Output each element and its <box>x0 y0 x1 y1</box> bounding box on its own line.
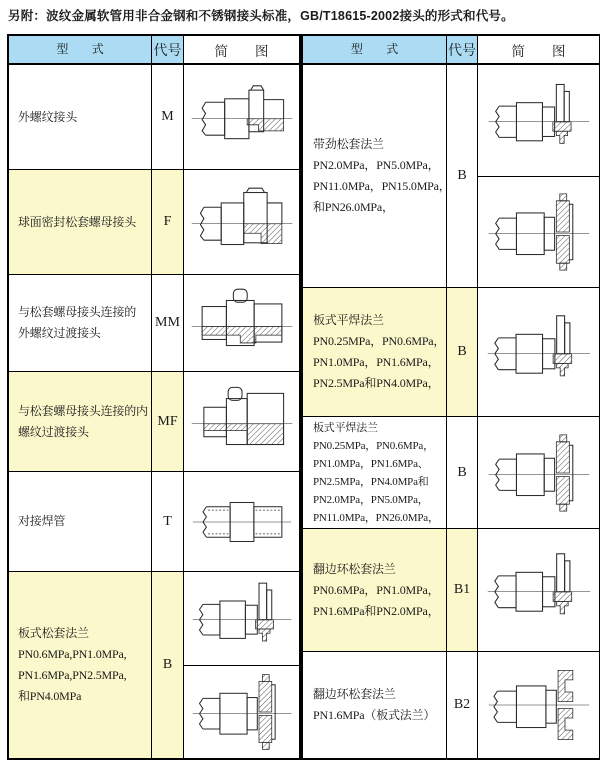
type-cell <box>303 288 447 416</box>
male-thread-transition-joint-diagram <box>190 283 294 363</box>
header-code: 代号 <box>152 36 184 63</box>
type-line: 外螺纹过渡接头 <box>18 326 101 340</box>
type-line: PN2.0MPa，PN5.0MPa， <box>313 158 440 172</box>
diagram-cell <box>184 472 299 571</box>
diagram-cell <box>478 652 599 758</box>
type-line: 外螺纹接头 <box>18 109 78 124</box>
type-line: PN1.6MPa,PN2.5MPa, <box>18 668 127 682</box>
standards-table-right <box>301 34 600 760</box>
type-line: 螺纹过渡接头 <box>18 424 89 439</box>
table-row <box>303 417 599 529</box>
diagram-cell <box>184 65 299 169</box>
type-line: 翻边环松套法兰 <box>313 687 396 701</box>
type-cell <box>303 652 447 758</box>
type-line: 带劲松套法兰 <box>313 137 384 151</box>
code-cell: B <box>447 417 478 528</box>
code-cell: B <box>447 288 478 416</box>
diagram-cell <box>478 417 599 528</box>
type-line: 翻边环松套法兰 <box>313 561 396 576</box>
type-cell <box>9 275 152 371</box>
type-line: 和PN26.0MPa， <box>313 200 394 214</box>
table-header-row <box>303 36 599 65</box>
type-line: PN0.6MPa，PN1.0MPa， <box>313 582 440 597</box>
header-diagram: 简 图 <box>184 36 299 63</box>
table-header-row <box>9 36 299 65</box>
type-line: PN1.0MPa，PN1.6MPa、 <box>313 457 429 470</box>
type-line: 板式平焊法兰 <box>313 313 384 327</box>
flanged-collar-loose-flange-diagram <box>486 543 592 637</box>
plate-loose-flange-diagram-bottom <box>191 671 293 753</box>
code-cell: M <box>152 65 184 169</box>
type-line: PN2.5MPa和PN4.0MPa， <box>313 376 440 390</box>
diagram-cell <box>184 275 299 371</box>
type-line: PN1.0MPa，PN1.6MPa， <box>313 355 440 369</box>
type-line: 对接焊管 <box>18 514 66 528</box>
diagram-cell <box>184 170 299 274</box>
type-line: PN0.25MPa，PN0.6MPa， <box>313 334 446 348</box>
butt-weld-pipe-diagram <box>190 483 294 561</box>
type-cell <box>9 572 152 758</box>
type-cell <box>9 170 152 274</box>
type-line: PN0.6MPa,PN1.0MPa, <box>18 647 127 661</box>
diagram-cell <box>478 288 599 416</box>
plate-flat-weld-flange-diagram <box>486 304 592 400</box>
type-line: 球面密封松套螺母接头 <box>18 214 137 229</box>
code-cell: B <box>447 65 478 287</box>
table-row <box>303 65 599 288</box>
table-row <box>9 572 299 758</box>
diagram-cell <box>184 372 299 471</box>
spherical-seal-loose-nut-joint-diagram <box>190 181 294 263</box>
type-cell <box>9 372 152 471</box>
type-line: 与松套螺母接头连接的内 <box>18 403 148 418</box>
type-cell <box>9 472 152 571</box>
type-line: PN1.6MPa（板式法兰） <box>313 708 436 722</box>
necked-loose-flange-diagram-top <box>487 74 591 166</box>
table-row <box>9 472 299 572</box>
table-row <box>303 529 599 652</box>
type-cell <box>9 65 152 169</box>
diagram-cell <box>478 529 599 651</box>
table-row <box>303 288 599 417</box>
type-line: 与松套螺母接头连接的 <box>18 305 137 319</box>
header-type: 型 式 <box>303 36 447 63</box>
type-line: 和PN4.0MPa <box>18 689 82 703</box>
header-diagram: 简 图 <box>478 36 599 63</box>
type-line: 板式松套法兰 <box>18 626 89 640</box>
table-row <box>9 372 299 472</box>
female-thread-transition-joint-diagram <box>190 381 294 463</box>
code-cell: MF <box>152 372 184 471</box>
code-cell: MM <box>152 275 184 371</box>
necked-loose-flange-diagram-bottom <box>487 184 591 280</box>
standards-table-left <box>7 34 301 760</box>
type-line: PN1.6MPa和PN2.0MPa， <box>313 603 440 618</box>
type-cell <box>303 65 451 287</box>
type-line: PN11.0MPa，PN26.0MPa， <box>313 511 439 524</box>
code-cell: B2 <box>447 652 478 758</box>
table-row <box>9 170 299 275</box>
type-line: PN0.25MPa，PN0.6MPa， <box>313 439 434 452</box>
type-cell <box>303 417 447 528</box>
code-cell: T <box>152 472 184 571</box>
type-line: 板式平焊法兰 <box>313 421 378 434</box>
table-row <box>9 65 299 170</box>
diagram-cell <box>184 572 299 758</box>
type-line: PN2.5MPa，PN4.0MPa和 <box>313 475 429 488</box>
plate-loose-flange-diagram-top <box>191 578 293 658</box>
code-cell: B <box>152 572 184 758</box>
code-cell: B1 <box>447 529 478 651</box>
header-type: 型 式 <box>9 36 152 63</box>
diagram-cell <box>478 65 599 287</box>
type-line: PN2.0MPa，PN5.0MPa， <box>313 493 429 506</box>
plate-flat-weld-flange-section-diagram <box>487 425 591 521</box>
page-title: 另附：波纹金属软管用非合金钢和不锈钢接头标准，GB/T18615-2002接头的形式和代号。 <box>8 9 514 23</box>
type-cell <box>303 529 447 651</box>
flanged-collar-loose-flange-plate-diagram <box>487 659 591 751</box>
fitting-standards-tables <box>7 34 600 760</box>
header-code: 代号 <box>447 36 478 63</box>
type-line: PN11.0MPa，PN15.0MPa， <box>313 179 451 193</box>
table-row <box>9 275 299 372</box>
code-cell: F <box>152 170 184 274</box>
table-row <box>303 652 599 758</box>
male-threaded-joint-diagram <box>190 76 294 158</box>
